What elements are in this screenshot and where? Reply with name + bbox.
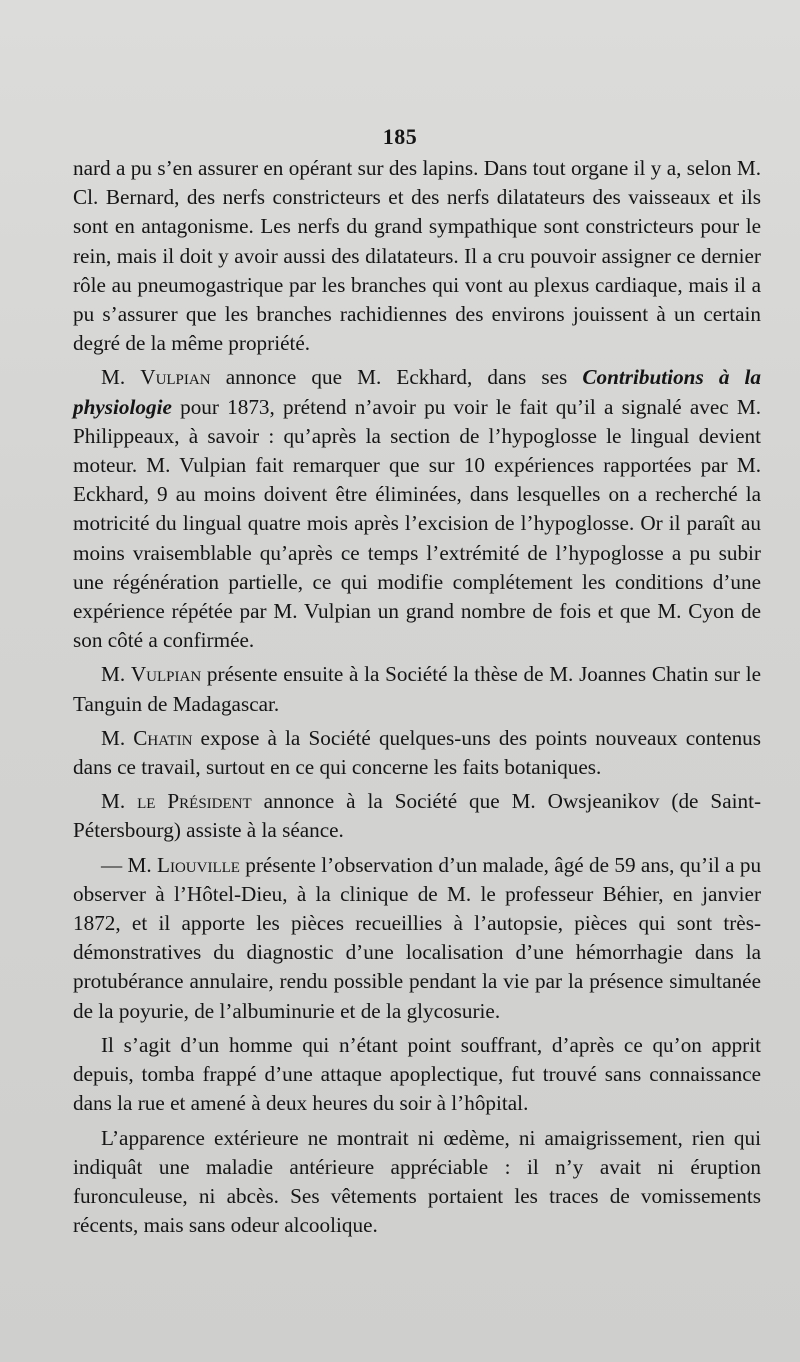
- paragraph-1: [73, 154, 761, 358]
- paragraph-5-lead: M.: [101, 789, 126, 814]
- paragraph-7-text: Il s’agit d’un homme qui n’étant point souffrant, d’après ce qu’on apprit depuis, tomba frappé d’une attaque apoplectique, fut trouvé sans connaissance dans la rue et amené à deux heures du soir à l’hôpital.: [73, 1032, 761, 1116]
- paragraph-7: [73, 1031, 761, 1119]
- paragraph-5-text: annonce à la Société que M. Owsjeanikov (de Saint-Pétersbourg) assiste à la séance.: [73, 789, 762, 843]
- speaker-name: Vulpian: [130, 662, 202, 687]
- paragraph-6-lead: — M.: [101, 852, 152, 877]
- paragraph-8: [73, 1124, 761, 1241]
- speaker-name: Chatin: [133, 725, 193, 750]
- paragraph-6-text: présente l’observation d’un malade, âgé de 59 ans, qu’il a pu observer à l’Hôtel-Dieu, à la clinique de M. le professeur Béhier, en janvier 1872, et il apporte les pièces recueillies à l’autopsie, pièces qui sont très-démonstratives du diagnostic d’une localisation d’une hémorrhagie dans la protubérance annulaire, rendu possible pendant la vie par la présence simultanée de la poyurie, de l’albuminurie et de la glycosurie.: [73, 852, 762, 1023]
- paragraph-4: [73, 724, 761, 782]
- paragraph-3-lead: M.: [101, 662, 126, 687]
- paragraph-3-text: présente ensuite à la Société la thèse de M. Joannes Chatin sur le Tanguin de Madagascar.: [73, 662, 762, 716]
- paragraph-2-text-a: annonce que M. Eckhard, dans ses: [225, 365, 568, 390]
- cited-work-title: Contributions à la physiologie: [73, 365, 762, 419]
- body-text: [73, 154, 761, 1245]
- paragraph-6: [73, 851, 761, 1026]
- speaker-name: Liouville: [157, 852, 240, 877]
- speaker-name: Vulpian: [140, 365, 211, 390]
- page-number: 185: [382, 124, 418, 149]
- paragraph-1-text: nard a pu s’en assurer en opérant sur des lapins. Dans tout organe il y a, selon M. Cl. Bernard, des nerfs constricteurs et des nerfs dilatateurs des vaisseaux et ils sont en antagonisme. Les nerfs du grand sympathique sont constricteurs pour le rein, mais il doit y avoir aussi des dilatateurs. Il a cru pouvoir assigner ce dernier rôle au pneumogastrique par les branches qui vont au plexus cardiaque, mais il a pu s’assurer que les branches rachidiennes des environs jouissent à un certain degré de la même propriété.: [73, 156, 761, 356]
- paragraph-5: [73, 787, 761, 845]
- paragraph-4-text: expose à la Société quelques-uns des points nouveaux contenus dans ce travail, surtout en ce qui concerne les faits botaniques.: [73, 725, 762, 780]
- paragraph-2: [73, 363, 761, 655]
- speaker-name: le Président: [137, 789, 252, 814]
- paragraph-4-lead: M.: [101, 725, 126, 750]
- paragraph-8-text: L’apparence extérieure ne montrait ni œdème, ni amaigrissement, rien qui indiquât une maladie antérieure appréciable : il n’y avait ni éruption furonculeuse, ni abcès. Ses vêtements portaient les traces de vomissements récents, mais sans odeur alcoolique.: [73, 1125, 761, 1238]
- paragraph-2-text-b: pour 1873, prétend n’avoir pu voir le fait qu’il a signalé avec M. Philippeaux, à savoir : qu’après la section de l’hypoglosse le lingual devient moteur. M. Vulpian fait remarquer que sur 10 expériences rapportées par M. Eckhard, 9 au moins doivent être éliminées, dans lesquelles on a recherché la motricité du lingual quatre mois après l’excision de l’hypoglosse. Or il paraît au moins vraisemblable qu’après ce temps l’extrémité de l’hypoglosse a pu subir une régénération partielle, ce qui modifie complétement les conditions d’une expérience répétée par M. Vulpian un grand nombre de fois et que M. Cyon de son côté a confirmée.: [73, 394, 761, 653]
- paragraph-3: [73, 660, 761, 718]
- paragraph-2-lead: M.: [101, 365, 126, 390]
